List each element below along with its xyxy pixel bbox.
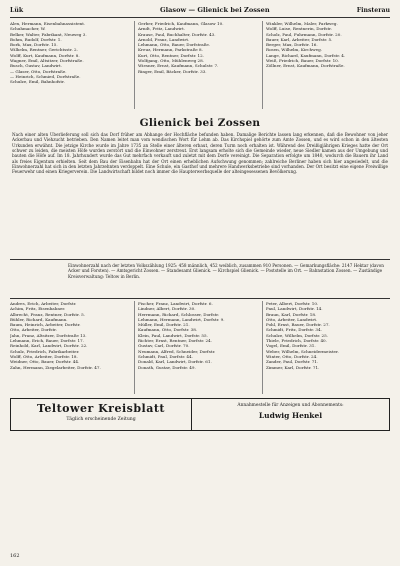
resident-entry: Jahn, Franz, Altsitzer, Dorfstraße 13. (10, 332, 87, 338)
running-header (10, 6, 390, 18)
resident-entry: Lehmann, Otto, Bauer, Dorfstraße. (138, 42, 211, 48)
resident-entry: Albrecht, Franz, Rentner, Dorfstr. 5. (10, 311, 86, 317)
resident-entry: Schmidt, Fritz, Dorfstr. 34. (266, 327, 322, 333)
statistics-paragraph: Einwohnerzahl nach der letzten Volkszählung 1925: 458 männlich, 452 weiblich, zusammen 910 Personen. — Gemarkungsfläche: 2147 Hektar (davon Acker und Forsten). — Amtsgericht Zossen. — Standesamt Glienick. — Kirchspiel Glienick. — Poststelle im Ort. — Bahnstation Zossen. — Zuständige Kreisverwaltung: Teltow in Berlin. (68, 263, 384, 279)
resident-entry: Kreuz, Hermann, Parkstraße 8. (138, 47, 203, 53)
header-right: Finsterau (356, 7, 390, 14)
resident-entry: Bauer, Karl, Arbeiter, Dorfstr. 5. (266, 36, 333, 42)
resident-entry: Kurt, Otto, Rentner, Dorfstr. 12. (138, 52, 205, 58)
resident-entry: Thiele, Friedrich, Dorfstr. 40. (266, 338, 327, 344)
resident-entry: Weber, Wilhelm, Schneidermeister. (266, 348, 339, 354)
resident-entry: Berger, Max, Dorfstr. 16. (266, 42, 318, 48)
advertisement-box (10, 398, 390, 431)
resident-entry: Ringer, Emil, Bäcker, Dorfstr. 33. (138, 68, 207, 74)
resident-entry: Schulze, Emil, Bahnhofstr. (10, 79, 65, 85)
resident-entry: Winter, Otto, Dorfstr. 24. (266, 353, 318, 359)
resident-entry: Schulz, Friedrich, Fabrikarbeiter. (10, 348, 80, 354)
resident-entry: Klein, Paul, Landwirt, Dorfstr. 55. (138, 332, 208, 338)
resident-entry: Kaufmann, Otto, Dorfstr. 38. (138, 327, 198, 333)
resident-entry: Baum, Heinrich, Arbeiter, Dorfstr. (10, 322, 81, 328)
resident-entry: Wilhelm, Rentner, Gerichtsstr. 2. (10, 47, 78, 53)
resident-entry: Reinhold, Karl, Landwirt, Dorfstr. 22. (10, 343, 88, 349)
bottom-residents-columns (10, 298, 390, 394)
resident-entry: Wiesner, Ernst, Kaufmann, Schulstr. 7. (138, 63, 219, 69)
resident-entry: Weiß, Friedrich, Bauer, Dorfstr. 10. (266, 58, 340, 64)
resident-entry: Lehmann, Hermann, Landwirt, Dorfstr. 9. (138, 316, 225, 322)
bottom-column-2 (138, 301, 263, 394)
resident-entry: Lehmann, Erich, Bauer, Dorfstr. 17. (10, 338, 84, 344)
resident-entry: Lange, Richard, Kaufmann, Dorfstr. 4. (266, 52, 346, 58)
resident-entry: Wolfgang, Otto, Mühlenweg 28. (138, 58, 205, 64)
resident-entry: Richter, Ernst, Rentner, Dorfstr. 24. (138, 338, 212, 344)
resident-entry: Wagner, Emil, Altsitzer, Dorfstraße. (10, 58, 84, 64)
resident-entry: Scholz, Paul, Fuhrmann, Dorfstr. 20. (266, 31, 342, 37)
resident-entry: Krause, Paul, Buchhalter, Dorfstr. 43. (138, 31, 216, 37)
resident-entry: Peter, Albert, Dorfstr. 10. (266, 301, 319, 306)
divider (10, 259, 390, 260)
resident-entry: Donald, Karl, Landwirt, Dorfstr. 61. (138, 359, 212, 365)
resident-entry: Zahn, Hermann, Ziegelarbeiter, Dorfstr. 47. (10, 364, 101, 370)
ad-newspaper-name: Teltower Kreisblatt (37, 402, 165, 415)
resident-entry: Zöllner, Ernst, Kaufmann, Dorfstraße. (266, 63, 345, 69)
resident-entry: Lindner, Albert, Dorfstr. 30. (138, 306, 196, 312)
resident-entry: Zimmer, Karl, Dorfstr. 71. (266, 364, 320, 370)
resident-entry: Bühler, Richard, Kaufmann. (10, 316, 68, 322)
resident-entry: Gustav, Carl, Dorfstr. 70. (138, 343, 190, 349)
ad-agent-caption: Annahmestelle für Anzeigen und Abonnements: (237, 403, 344, 408)
resident-entry: Achim, Fritz, Eisenbahner. (10, 306, 66, 312)
resident-entry: Braun, Karl, Dorfstr. 18. (266, 311, 317, 317)
resident-entry: Otto, Arbeiter, Landwirt. (266, 316, 318, 322)
resident-entry: Vogel, Emil, Dorfstr. 31. (266, 343, 316, 349)
top-column-2 (138, 21, 263, 109)
page-number: 162 (10, 553, 20, 559)
resident-entry: Pohl, Ernst, Bauer, Dorfstr. 27. (266, 322, 330, 328)
header-left: Lük (10, 7, 24, 14)
resident-entry: Belker, Walter, Fabrikant, Neuweg 3. (10, 31, 87, 37)
ad-agent-name: Ludwig Henkel (258, 411, 323, 420)
top-column-1 (10, 21, 135, 109)
resident-entry: Otto, Arbeiter, Dorfstr. (10, 327, 57, 333)
resident-entry: — Heinrich, Schmied, Dorfstraße. (10, 73, 81, 79)
section-title: Glienick bei Zossen (139, 117, 261, 129)
top-column-3 (266, 21, 390, 109)
resident-entry: Rosen, Wilhelm, Kirchweg. (266, 47, 323, 53)
history-paragraph: Nach einer alten Überlieferung soll sich das Dorf früher am Abhange der Hochfläche befunden haben. Damalige Berichte lassen lang erkennen, daß die Bewohner von jeher Ackerbau und Viehzucht betrieben. Den Namen leitet man vom wendischen Wort für Lehm ab. Das Kirchspiel gehörte zum Amte Zossen, und es wird schon in den ältesten Urkunden erwähnt. Die jetzige Kirche wurde im Jahre 1735 an Stelle einer älteren erbaut, deren Turm noch erhalten ist. Während des Dreißigjährigen Krieges hatte der Ort schwer zu leiden, die meisten Höfe wurden zerstört und die Einwohner zerstreut. Erst langsam erholte sich die Gemeinde wieder, neue Siedler kamen aus der Umgebung und bauten die Höfe auf. Im 18. Jahrhundert wurde das Gut mehrfach verkauft und zuletzt mit dem Dorfe vereinigt. Die Separation erfolgte um 1840, wodurch die Bauern ihr Land als freies Eigentum erhielten. Seit dem Bau der Eisenbahn hat der Ort einen erheblichen Aufschwung genommen; zahlreiche Berliner haben sich hier angesiedelt, und die Einwohnerzahl hat sich in den letzten Jahrzehnten verdoppelt. Eine Schule, ein Gasthof und mehrere Handwerksbetriebe sind vorhanden. Der Ort besitzt eine eigene Freiwillige Feuerwehr und einen Kriegerverein. Die Landwirtschaft bildet noch immer die Haupterwerbsquelle der alteingesessenen Bevölkerung. (12, 132, 388, 175)
resident-entry: — Glaser, Otto, Dorfstraße. (10, 68, 67, 74)
resident-entry: Arndt, Fritz, Landwirt. (138, 26, 186, 32)
resident-entry: Zander, Paul, Dorfstr. 71. (266, 359, 319, 365)
resident-entry: Winkler, Wilhelm, Maler, Parkweg. (266, 21, 338, 26)
resident-entry: Wolff, Otto, Arbeiter, Dorfstr. 18. (10, 353, 78, 359)
resident-entry: Herrmann, Richard, Schlosser, Dorfstr. (138, 311, 220, 317)
bottom-column-1 (10, 301, 135, 394)
resident-entry: Arnold, Franz, Landwirt. (138, 36, 190, 42)
resident-entry: Busch, Gustav, Landwirt. (10, 63, 62, 69)
resident-entry: Gerber, Friedrich, Kaufmann, Glasow 10. (138, 21, 224, 26)
ad-newspaper-tagline: Täglich erscheinende Zeitung (66, 417, 136, 422)
resident-entry: Donath, Gustav, Dorfstr. 49. (138, 364, 196, 370)
resident-entry: Schulze, Wilhelm, Dorfstr. 25. (266, 332, 329, 338)
resident-entry: Neumann, Alfred, Schneider, Dorfstr. (138, 348, 216, 354)
resident-entry: Alex, Hermann, Eisenbahnassistent. (10, 21, 86, 26)
resident-entry: Wolff, Kurt, Kaufmann, Dorfstr. 8. (10, 52, 80, 58)
resident-entry: Schmidt, Paul, Dorfstr. 44. (138, 353, 193, 359)
ad-newspaper (11, 399, 192, 430)
resident-entry: Andres, Erich, Arbeiter, Dorfstr. (10, 301, 77, 306)
top-residents-columns (10, 21, 390, 109)
resident-entry: Bork, Max, Dorfstr. 15. (10, 42, 58, 48)
resident-entry: Fischer, Franz, Landwirt, Dorfstr. 6. (138, 301, 213, 306)
resident-entry: Schuhmacher, W. (10, 26, 46, 32)
resident-entry: Paul, Landwirt, Dorfstr. 14. (266, 306, 323, 312)
resident-entry: Müller, Emil, Dorfstr. 21. (138, 322, 190, 328)
resident-entry: Bohm, Rudolf, Dorfstr. 1. (10, 36, 62, 42)
resident-entry: Weidner, Otto, Bauer, Dorfstr. 44. (10, 359, 80, 365)
bottom-column-3 (266, 301, 390, 394)
header-center: Glasow — Glienick bei Zossen (160, 6, 270, 14)
ad-agent (192, 399, 389, 430)
resident-entry: Wolff, Luise, Rentnerin, Dorfstr. (266, 26, 332, 32)
